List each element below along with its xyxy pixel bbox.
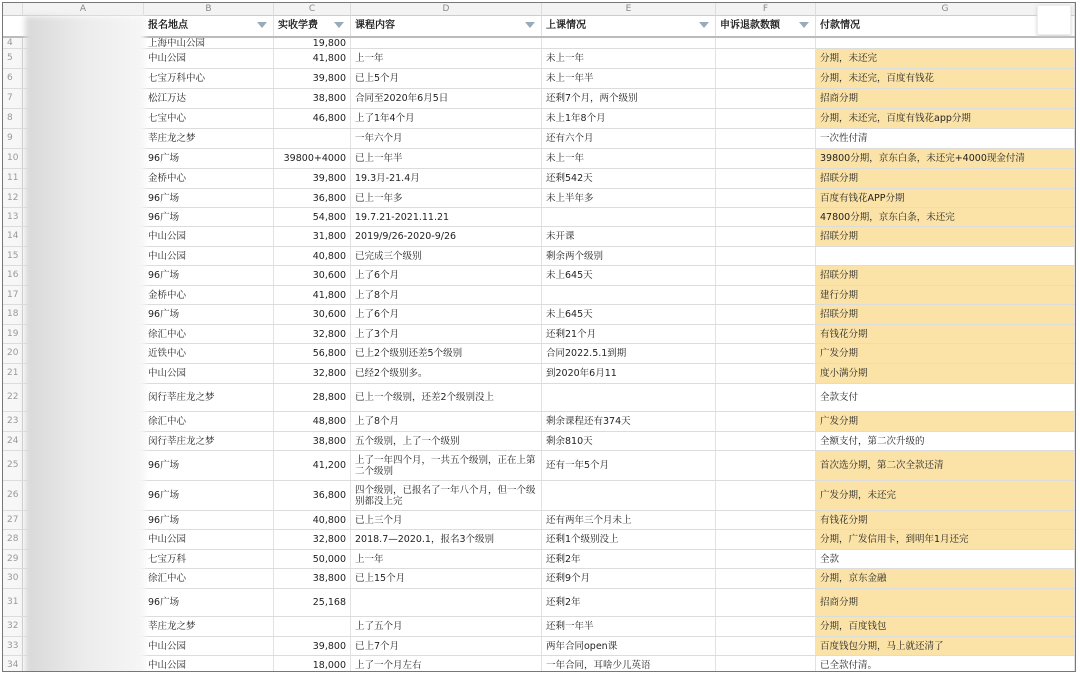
table-row: [3, 266, 1076, 286]
cell-refund[interactable]: [716, 617, 816, 636]
cell-fee[interactable]: 40,800: [274, 511, 351, 529]
cell-fee[interactable]: 39800+4000: [274, 149, 351, 168]
cell-status[interactable]: 还剩1个级别没上: [542, 530, 716, 549]
header-label: 实收学费: [278, 20, 318, 31]
cell-pay[interactable]: 首次选分期，第二次全款还清: [816, 451, 1075, 480]
cell-pay[interactable]: 招联分期: [816, 266, 1075, 285]
cell-fee[interactable]: 31,800: [274, 227, 351, 246]
filter-icon[interactable]: [257, 22, 267, 28]
row-number[interactable]: 25: [3, 451, 23, 480]
table-row: [3, 589, 1076, 617]
cell-fee[interactable]: 48,800: [274, 412, 351, 431]
header-label: 申诉退款数额: [720, 20, 780, 31]
cell-course[interactable]: 上了6个月: [351, 266, 542, 285]
row-number[interactable]: 24: [3, 432, 23, 450]
cell-pay[interactable]: 全款: [816, 550, 1075, 568]
cell-loc[interactable]: 徐汇中心: [144, 569, 274, 588]
cell-loc[interactable]: 七宝万科中心: [144, 69, 274, 88]
cell-pay[interactable]: 已全款付清。: [816, 656, 1075, 672]
cell-fee[interactable]: 30,600: [274, 305, 351, 324]
cell-fee[interactable]: 41,800: [274, 286, 351, 304]
table-row: [3, 530, 1076, 550]
cell-status[interactable]: [542, 208, 716, 226]
cell-loc[interactable]: 中山公园: [144, 637, 274, 655]
row-number[interactable]: 9: [3, 129, 23, 148]
cell-pay[interactable]: 招联分期: [816, 305, 1075, 324]
window-corner-panel: [1037, 5, 1071, 35]
row-number[interactable]: 32: [3, 617, 23, 636]
table-row: [3, 617, 1076, 637]
table-row: [3, 49, 1076, 69]
cell-refund[interactable]: [716, 325, 816, 343]
cell-course[interactable]: 已上一个级别，还差2个级别没上: [351, 384, 542, 411]
row-number[interactable]: 31: [3, 589, 23, 616]
cell-loc[interactable]: 96广场: [144, 208, 274, 226]
row-number[interactable]: 20: [3, 344, 23, 363]
cell-refund[interactable]: [716, 69, 816, 88]
cell-status[interactable]: 一年合同，耳啥少儿英语: [542, 656, 716, 672]
cell-pay[interactable]: 广发分期，未还完: [816, 481, 1075, 510]
cell-refund[interactable]: [716, 432, 816, 450]
cell-fee[interactable]: 54,800: [274, 208, 351, 226]
cell-course[interactable]: 上了1年4个月: [351, 109, 542, 128]
table-row: [3, 227, 1076, 247]
cell-status[interactable]: 还有六个月: [542, 129, 716, 148]
column-letter-F[interactable]: F: [716, 3, 816, 16]
cell-course[interactable]: 上一年: [351, 550, 542, 568]
cell-loc[interactable]: 96广场: [144, 189, 274, 207]
cell-status[interactable]: 还剩2年: [542, 589, 716, 616]
cell-fee[interactable]: 19,800: [274, 38, 351, 48]
select-all-corner[interactable]: [3, 3, 23, 16]
table-row: [3, 412, 1076, 432]
table-row: [3, 149, 1076, 169]
row-number[interactable]: 19: [3, 325, 23, 343]
cell-course[interactable]: [351, 589, 542, 616]
table-row: [3, 384, 1076, 412]
cell-status[interactable]: [542, 384, 716, 411]
cell-pay[interactable]: 建行分期: [816, 286, 1075, 304]
header-cell: [351, 16, 542, 36]
column-letter-E[interactable]: E: [542, 3, 716, 16]
header-cell: [144, 16, 274, 36]
row-number[interactable]: 8: [3, 109, 23, 128]
cell-refund[interactable]: [716, 364, 816, 383]
filter-icon[interactable]: [525, 22, 535, 28]
cell-refund[interactable]: [716, 637, 816, 655]
cell-loc[interactable]: 徐汇中心: [144, 412, 274, 431]
column-letter-A[interactable]: A: [23, 3, 144, 16]
cell-status[interactable]: 未上一年: [542, 149, 716, 168]
cell-refund[interactable]: [716, 227, 816, 246]
cell-refund[interactable]: [716, 550, 816, 568]
table-row: [3, 208, 1076, 227]
column-letter-G[interactable]: G: [816, 3, 1075, 16]
cell-status[interactable]: 还剩9个月: [542, 569, 716, 588]
cell-fee[interactable]: 38,800: [274, 432, 351, 450]
cell-loc[interactable]: 96广场: [144, 589, 274, 616]
cell-course[interactable]: 2019/9/26-2020-9/26: [351, 227, 542, 246]
cell-status[interactable]: 未上1年8个月: [542, 109, 716, 128]
table-row: [3, 481, 1076, 511]
cell-pay[interactable]: 全额支付，第二次升级的: [816, 432, 1075, 450]
cell-course[interactable]: 上了6个月: [351, 305, 542, 324]
table-row: [3, 38, 1076, 49]
cell-loc[interactable]: 96广场: [144, 451, 274, 480]
column-letter-C[interactable]: C: [274, 3, 351, 16]
cell-refund[interactable]: [716, 481, 816, 510]
cell-course[interactable]: 上了8个月: [351, 286, 542, 304]
cell-loc[interactable]: 96广场: [144, 511, 274, 529]
cell-refund[interactable]: [716, 149, 816, 168]
cell-pay[interactable]: [816, 38, 1075, 48]
cell-loc[interactable]: 近铁中心: [144, 344, 274, 363]
table-row: [3, 451, 1076, 481]
row-number[interactable]: 13: [3, 208, 23, 226]
row-number[interactable]: 33: [3, 637, 23, 655]
column-letter-B[interactable]: B: [144, 3, 274, 16]
table-row: [3, 637, 1076, 656]
cell-status[interactable]: 两年合同open课: [542, 637, 716, 655]
cell-pay[interactable]: 招联分期: [816, 169, 1075, 188]
cell-status[interactable]: 还剩21个月: [542, 325, 716, 343]
cell-refund[interactable]: [716, 189, 816, 207]
filter-icon[interactable]: [699, 22, 709, 28]
cell-pay[interactable]: 分期，京东金融: [816, 569, 1075, 588]
cell-pay[interactable]: 一次性付清: [816, 129, 1075, 148]
table-row: [3, 69, 1076, 89]
cell-status[interactable]: 未上一年: [542, 49, 716, 68]
header-cell: [274, 16, 351, 36]
cell-course[interactable]: [351, 38, 542, 48]
row-number[interactable]: 14: [3, 227, 23, 246]
cell-refund[interactable]: [716, 109, 816, 128]
cell-course[interactable]: 已上三个月: [351, 511, 542, 529]
table-row: [3, 432, 1076, 451]
cell-course[interactable]: 19.3月-21.4月: [351, 169, 542, 188]
cell-course[interactable]: 四个级别，已报名了一年八个月，但一个级别都没上完: [351, 481, 542, 510]
header-label: 上课情况: [546, 20, 586, 31]
cell-loc[interactable]: 七宝中心: [144, 109, 274, 128]
cell-loc[interactable]: 徐汇中心: [144, 325, 274, 343]
cell-refund[interactable]: [716, 451, 816, 480]
cell-course[interactable]: 已上5个月: [351, 69, 542, 88]
cell-fee[interactable]: 32,800: [274, 325, 351, 343]
cell-course[interactable]: 上了一年四个月，一共五个级别，正在上第二个级别: [351, 451, 542, 480]
cell-refund[interactable]: [716, 169, 816, 188]
cell-pay[interactable]: 广发分期: [816, 344, 1075, 363]
cell-pay[interactable]: 全款支付: [816, 384, 1075, 411]
row-number[interactable]: 28: [3, 530, 23, 549]
cell-status[interactable]: 剩余810天: [542, 432, 716, 450]
cell-loc[interactable]: 中山公园: [144, 227, 274, 246]
cell-course[interactable]: 上了3个月: [351, 325, 542, 343]
cell-loc[interactable]: 莘庄龙之梦: [144, 129, 274, 148]
cell-fee[interactable]: 18,000: [274, 656, 351, 672]
cell-refund[interactable]: [716, 384, 816, 411]
cell-refund[interactable]: [716, 511, 816, 529]
row-number[interactable]: 16: [3, 266, 23, 285]
cell-loc[interactable]: 上海中山公园: [144, 38, 274, 48]
table-row: [3, 325, 1076, 344]
cell-fee[interactable]: 32,800: [274, 364, 351, 383]
cell-course[interactable]: 已上2个级别还差5个级别: [351, 344, 542, 363]
cell-course[interactable]: 已上15个月: [351, 569, 542, 588]
cell-fee[interactable]: [274, 617, 351, 636]
cell-course[interactable]: 上了五个月: [351, 617, 542, 636]
cell-status[interactable]: 还有两年三个月未上: [542, 511, 716, 529]
table-row: [3, 89, 1076, 109]
cell-refund[interactable]: [716, 247, 816, 265]
table-row: [3, 305, 1076, 325]
cell-loc[interactable]: 96广场: [144, 266, 274, 285]
cell-status[interactable]: 剩余两个级别: [542, 247, 716, 265]
cell-status[interactable]: 未上645天: [542, 266, 716, 285]
table-row: [3, 550, 1076, 569]
table-row: [3, 286, 1076, 305]
cell-status[interactable]: [542, 38, 716, 48]
table-row: [3, 656, 1076, 672]
spreadsheet: [2, 2, 1076, 672]
table-row: [3, 569, 1076, 589]
filter-icon[interactable]: [799, 22, 809, 28]
cell-status[interactable]: 还剩一年半: [542, 617, 716, 636]
row-number[interactable]: 26: [3, 481, 23, 510]
row-number[interactable]: 18: [3, 305, 23, 324]
cell-pay[interactable]: 有钱花分期: [816, 511, 1075, 529]
cell-pay[interactable]: 有钱花分期: [816, 325, 1075, 343]
cell-fee[interactable]: 39,800: [274, 169, 351, 188]
cell-fee[interactable]: 25,168: [274, 589, 351, 616]
row-number[interactable]: 6: [3, 69, 23, 88]
row-number[interactable]: 7: [3, 89, 23, 108]
header-label: 付款情况: [820, 20, 860, 31]
table-row: [3, 511, 1076, 530]
cell-loc[interactable]: 金桥中心: [144, 169, 274, 188]
cell-loc[interactable]: 闵行莘庄龙之梦: [144, 432, 274, 450]
cell-fee[interactable]: 30,600: [274, 266, 351, 285]
row-number[interactable]: 5: [3, 49, 23, 68]
row-number[interactable]: 29: [3, 550, 23, 568]
cell-pay[interactable]: 39800分期，京东白条，未还完+4000现金付清: [816, 149, 1075, 168]
cell-pay[interactable]: 招商分期: [816, 89, 1075, 108]
row-number[interactable]: 22: [3, 384, 23, 411]
cell-fee[interactable]: 39,800: [274, 637, 351, 655]
cell-pay[interactable]: 度小满分期: [816, 364, 1075, 383]
row-number[interactable]: 4: [3, 38, 23, 48]
blurred-column-a: [25, 16, 145, 672]
cell-fee[interactable]: 41,200: [274, 451, 351, 480]
cell-pay[interactable]: 47800分期，京东白条，未还完: [816, 208, 1075, 226]
cell-status[interactable]: 到2020年6月11: [542, 364, 716, 383]
cell-fee[interactable]: 46,800: [274, 109, 351, 128]
cell-loc[interactable]: 金桥中心: [144, 286, 274, 304]
table-row: [3, 344, 1076, 364]
cell-fee[interactable]: 56,800: [274, 344, 351, 363]
header-cell: [542, 16, 716, 36]
row-number[interactable]: 21: [3, 364, 23, 383]
table-row: [3, 109, 1076, 129]
cell-loc[interactable]: 松江万达: [144, 89, 274, 108]
cell-fee[interactable]: 39,800: [274, 69, 351, 88]
cell-status[interactable]: 还剩7个月，两个级别: [542, 89, 716, 108]
filter-icon[interactable]: [334, 22, 344, 28]
cell-fee[interactable]: 38,800: [274, 89, 351, 108]
cell-course[interactable]: 合同至2020年6月5日: [351, 89, 542, 108]
row-number[interactable]: 17: [3, 286, 23, 304]
cell-course[interactable]: 已上7个月: [351, 637, 542, 655]
cell-course[interactable]: 上了一个月左右: [351, 656, 542, 672]
cell-pay[interactable]: 百度有钱花APP分期: [816, 189, 1075, 207]
cell-fee[interactable]: 28,800: [274, 384, 351, 411]
cell-refund[interactable]: [716, 589, 816, 616]
row-number[interactable]: 34: [3, 656, 23, 672]
row-number[interactable]: 23: [3, 412, 23, 431]
cell-pay[interactable]: 分期，百度钱包: [816, 617, 1075, 636]
cell-loc[interactable]: 中山公园: [144, 530, 274, 549]
cell-refund[interactable]: [716, 569, 816, 588]
cell-status[interactable]: 未上半年多: [542, 189, 716, 207]
cell-pay[interactable]: 招联分期: [816, 227, 1075, 246]
cell-pay[interactable]: 分期，广发信用卡，到明年1月还完: [816, 530, 1075, 549]
cell-course[interactable]: 2018.7—2020.1，报名3个级别: [351, 530, 542, 549]
cell-refund[interactable]: [716, 129, 816, 148]
cell-status[interactable]: 剩余课程还有374天: [542, 412, 716, 431]
cell-fee[interactable]: 40,800: [274, 247, 351, 265]
cell-loc[interactable]: 96广场: [144, 481, 274, 510]
header-label: 报名地点: [148, 20, 188, 31]
cell-pay[interactable]: 分期，未还完，百度有钱花app分期: [816, 109, 1075, 128]
cell-refund[interactable]: [716, 530, 816, 549]
cell-loc[interactable]: 中山公园: [144, 656, 274, 672]
cell-refund[interactable]: [716, 412, 816, 431]
table-row: [3, 189, 1076, 208]
cell-fee[interactable]: 36,800: [274, 189, 351, 207]
header-cell: [716, 16, 816, 36]
header-row: [3, 16, 1076, 38]
cell-fee[interactable]: [274, 129, 351, 148]
cell-loc[interactable]: 闵行莘庄龙之梦: [144, 384, 274, 411]
cell-course[interactable]: 上了8个月: [351, 412, 542, 431]
cell-pay[interactable]: [816, 247, 1075, 265]
cell-loc[interactable]: 中山公园: [144, 364, 274, 383]
cell-loc[interactable]: 七宝万科: [144, 550, 274, 568]
cell-course[interactable]: 已经2个级别多。: [351, 364, 542, 383]
cell-fee[interactable]: 50,000: [274, 550, 351, 568]
cell-fee[interactable]: 32,800: [274, 530, 351, 549]
cell-refund[interactable]: [716, 38, 816, 48]
cell-refund[interactable]: [716, 656, 816, 672]
cell-refund[interactable]: [716, 305, 816, 324]
cell-refund[interactable]: [716, 344, 816, 363]
row-number[interactable]: 27: [3, 511, 23, 529]
cell-status[interactable]: 未上645天: [542, 305, 716, 324]
table-row: [3, 247, 1076, 266]
cell-status[interactable]: 未上一年半: [542, 69, 716, 88]
row-number[interactable]: 11: [3, 169, 23, 188]
table-row: [3, 169, 1076, 189]
row-number[interactable]: 30: [3, 569, 23, 588]
cell-course[interactable]: 已完成三个级别: [351, 247, 542, 265]
cell-status[interactable]: 未开课: [542, 227, 716, 246]
cell-loc[interactable]: 中山公园: [144, 247, 274, 265]
cell-loc[interactable]: 96广场: [144, 305, 274, 324]
cell-refund[interactable]: [716, 208, 816, 226]
cell-refund[interactable]: [716, 89, 816, 108]
cell-refund[interactable]: [716, 286, 816, 304]
cell-fee[interactable]: 41,800: [274, 49, 351, 68]
table-row: [3, 129, 1076, 149]
cell-status[interactable]: 还有一年5个月: [542, 451, 716, 480]
cell-pay[interactable]: 分期，未还完，百度有钱花: [816, 69, 1075, 88]
cell-course[interactable]: 一年六个月: [351, 129, 542, 148]
cell-refund[interactable]: [716, 266, 816, 285]
cell-pay[interactable]: 招商分期: [816, 589, 1075, 616]
cell-status[interactable]: [542, 286, 716, 304]
cell-refund[interactable]: [716, 49, 816, 68]
cell-course[interactable]: 已上一年多: [351, 189, 542, 207]
table-row: [3, 364, 1076, 384]
cell-status[interactable]: 还剩2年: [542, 550, 716, 568]
cell-status[interactable]: 合同2022.5.1到期: [542, 344, 716, 363]
cell-course[interactable]: 19.7.21-2021.11.21: [351, 208, 542, 226]
header-label: 课程内容: [355, 20, 395, 31]
cell-course[interactable]: 已上一年半: [351, 149, 542, 168]
cell-pay[interactable]: 广发分期: [816, 412, 1075, 431]
cell-fee[interactable]: 38,800: [274, 569, 351, 588]
cell-status[interactable]: 还剩542天: [542, 169, 716, 188]
cell-fee[interactable]: 36,800: [274, 481, 351, 510]
cell-pay[interactable]: 分期，未还完: [816, 49, 1075, 68]
row-number[interactable]: 15: [3, 247, 23, 265]
cell-course[interactable]: 五个级别，上了一个级别: [351, 432, 542, 450]
cell-pay[interactable]: 百度钱包分期，马上就还清了: [816, 637, 1075, 655]
column-letter-D[interactable]: D: [351, 3, 542, 16]
cell-course[interactable]: 上一年: [351, 49, 542, 68]
cell-loc[interactable]: 中山公园: [144, 49, 274, 68]
cell-status[interactable]: [542, 481, 716, 510]
cell-loc[interactable]: 莘庄龙之梦: [144, 617, 274, 636]
cell-loc[interactable]: 96广场: [144, 149, 274, 168]
row-number[interactable]: 12: [3, 189, 23, 207]
row-number[interactable]: 10: [3, 149, 23, 168]
